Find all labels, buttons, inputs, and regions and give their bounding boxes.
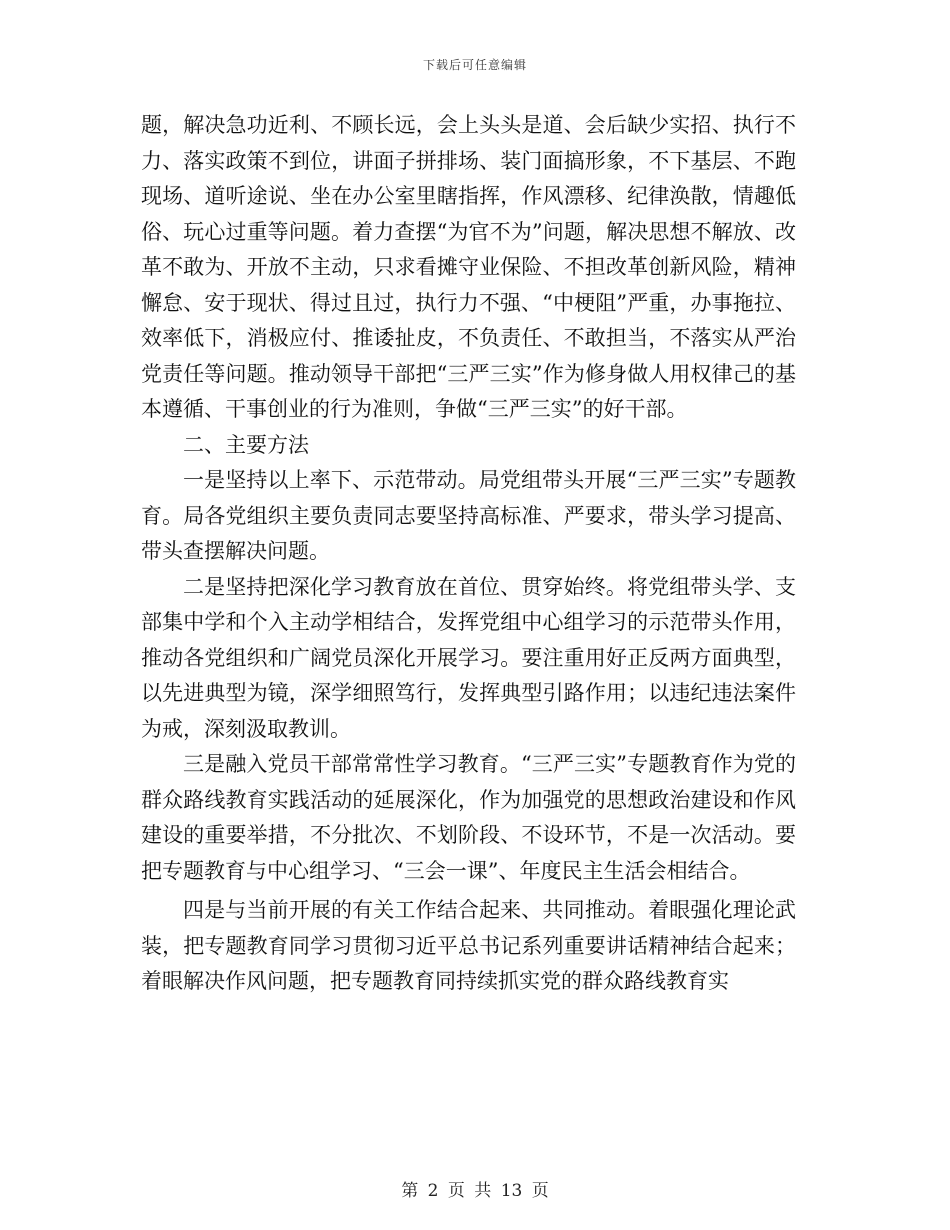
- page-number-footer: 第 2 页 共 13 页: [401, 1181, 549, 1201]
- paragraph: 二是坚持把深化学习教育放在首位、贯穿始终。将党组带头学、支部集中学和个入主动学相结合，发挥党组中心组学习的示范带头作用，推动各党组织和广阔党员深化开展学习。要注重用好正反两方面典型，以先进典型为镜，深学细照笃行，发挥典型引路作用；以违纪违法案件为戒，深刻汲取教训。: [141, 574, 796, 741]
- section-heading: 二、主要方法: [183, 432, 309, 457]
- paragraph: 四是与当前开展的有关工作结合起来、共同推动。着眼强化理论武装，把专题教育同学习贯彻习近平总书记系列重要讲话精神结合起来；着眼解决作风问题，把专题教育同持续抓实党的群众路线教育实: [141, 898, 796, 993]
- paragraph-continuation: 题，解决急功近利、不顾长远，会上头头是道、会后缺少实招、执行不力、落实政策不到位，讲面子拼排场、装门面搞形象，不下基层、不跑现场、道听途说、坐在办公室里瞎指挥，作风漂移、纪律涣散，情趣低俗、玩心过重等问题。着力查摆“为官不为”问题，解决思想不解放、改革不敢为、开放不主动，只求看摊守业保险、不担改革创新风险，精神懈怠、安于现状、得过且过，执行力不强、“中梗阻”严重，办事拖拉、效率低下，消极应付、推诿扯皮，不负责任、不敢担当，不落实从严治党责任等问题。推动领导干部把“三严三实”作为修身做人用权律己的基本遵循、干事创业的行为准则，争做“三严三实”的好干部。: [141, 113, 796, 421]
- document-body: [141, 108, 796, 1000]
- paragraph: 三是融入党员干部常常性学习教育。“三严三实”专题教育作为党的群众路线教育实践活动的延展深化，作为加强党的思想政治建设和作风建设的重要举措，不分批次、不划阶段、不设环节，不是一次活动。要把专题教育与中心组学习、“三会一课”、年度民主生活会相结合。: [141, 752, 796, 883]
- paragraph: 一是坚持以上率下、示范带动。局党组带头开展“三严三实”专题教育。局各党组织主要负责同志要坚持高标准、严要求，带头学习提高、带头查摆解决问题。: [141, 468, 796, 563]
- page-header: 下载后可任意编辑: [422, 58, 527, 72]
